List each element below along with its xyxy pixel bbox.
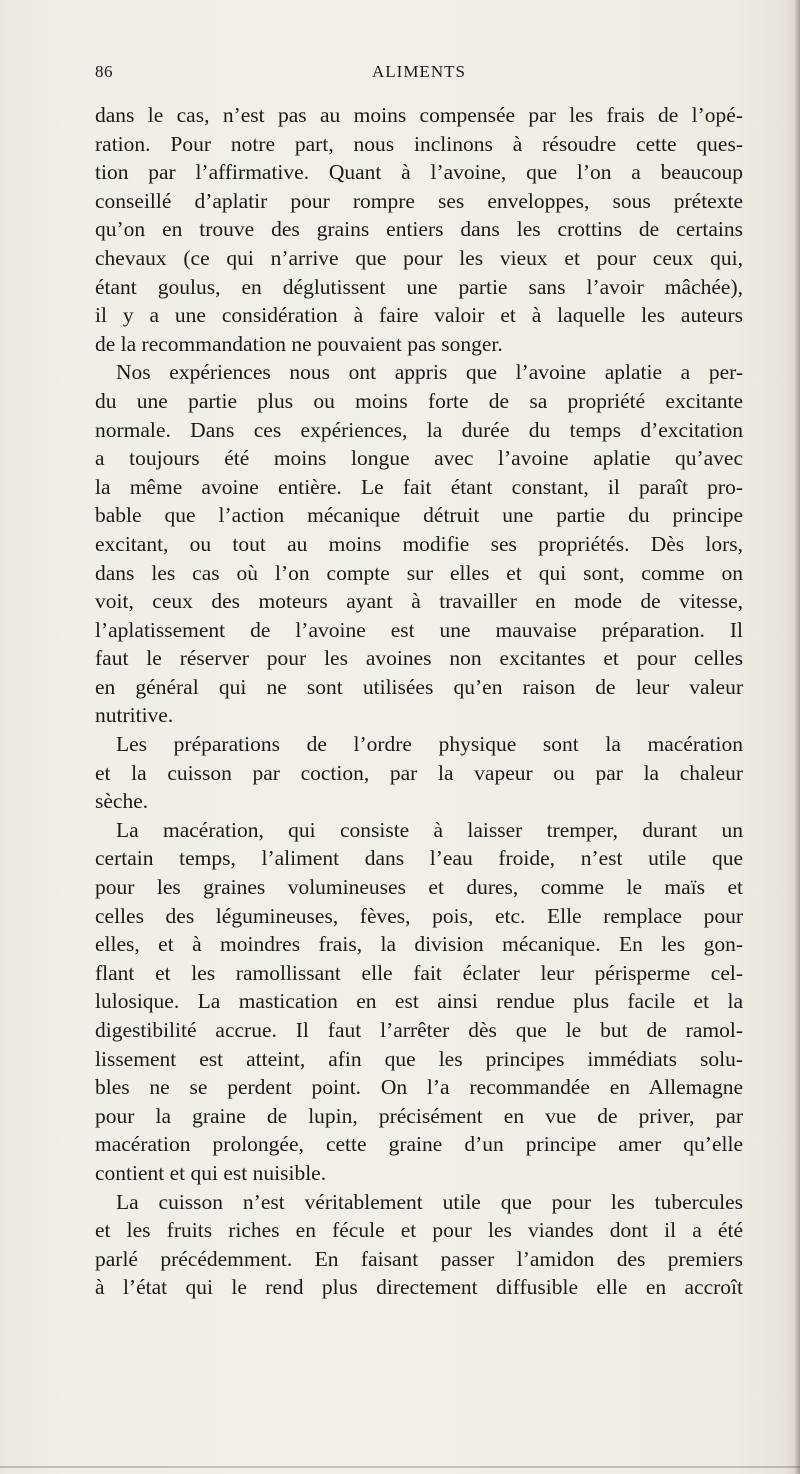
text-line: de la recommandation ne pouvaient pas songer. [95, 331, 503, 356]
text-line: conseillé d’aplatir pour rompre ses enveloppes, sous prétexte [95, 188, 743, 213]
text-line: bles ne se perdent point. On l’a recommandée en Allemagne [95, 1075, 743, 1100]
text-line: il y a une considération à faire valoir et à laquelle les auteurs [95, 303, 743, 328]
text-line: pour les graines volumineuses et dures, comme le maïs et [95, 875, 743, 900]
text-line: étant goulus, en déglutissent une partie sans l’avoir mâchée), [95, 274, 743, 299]
text-line: dans le cas, n’est pas au moins compensée par les frais de l’opé- [95, 103, 743, 127]
text-line: et les fruits riches en fécule et pour les viandes dont il a été [95, 1218, 743, 1243]
text-line: macération prolongée, cette graine d’un principe amer qu’elle [95, 1132, 743, 1157]
page-header [95, 62, 743, 92]
text-line: sèche. [95, 789, 149, 814]
text-line: flant et les ramollissant elle fait éclater leur périsperme cel- [95, 960, 743, 985]
page-number: 86 [95, 62, 113, 81]
text-line: excitant, ou tout au moins modifie ses propriétés. Dès lors, [95, 531, 743, 556]
running-title: ALIMENTS [372, 62, 466, 81]
text-line: et la cuisson par coction, par la vapeur ou par la chaleur [95, 760, 743, 785]
text-line: faut le réserver pour les avoines non excitantes et pour celles [95, 646, 743, 671]
text-line: La macération, qui consiste à laisser tremper, durant un [116, 817, 743, 842]
page-edge-shadow [786, 0, 800, 1474]
text-line: elles, et à moindres frais, la division mécanique. En les gon- [95, 932, 743, 957]
text-line: contient et qui est nuisible. [95, 1160, 327, 1185]
text-line: normale. Dans ces expériences, la durée du temps d’excitation [95, 417, 743, 442]
page-bottom-edge [0, 1466, 800, 1468]
text-line: pour la graine de lupin, précisément en vue de priver, par [95, 1103, 743, 1128]
text-line: la même avoine entière. Le fait étant constant, il paraît pro- [95, 474, 743, 499]
text-line: chevaux (ce qui n’arrive que pour les vieux et pour ceux qui, [95, 245, 743, 270]
text-line: La cuisson n’est véritablement utile que pour les tubercules [116, 1189, 743, 1214]
text-line: l’aplatissement de l’avoine est une mauvaise préparation. Il [95, 617, 743, 642]
text-line: celles des légumineuses, fèves, pois, etc. Elle remplace pour [95, 903, 743, 928]
text-line: à l’état qui le rend plus directement diffusible elle en accroît [95, 1275, 743, 1300]
text-line: qu’on en trouve des grains entiers dans les crottins de certains [95, 217, 743, 242]
text-line: digestibilité accrue. Il faut l’arrêter dès que le but de ramol- [95, 1018, 743, 1042]
text-line: lulosique. La mastication en est ainsi rendue plus facile et la [95, 989, 743, 1014]
body-text [95, 101, 743, 1302]
text-line: en général qui ne sont utilisées qu’en raison de leur valeur [95, 674, 743, 699]
text-line: lissement est atteint, afin que les principes immédiats solu- [95, 1046, 743, 1071]
text-line: a toujours été moins longue avec l’avoine aplatie qu’avec [95, 446, 743, 471]
text-line: Les préparations de l’ordre physique sont la macération [116, 732, 743, 757]
text-line: du une partie plus ou moins forte de sa propriété excitante [95, 388, 743, 413]
text-line: parlé précédemment. En faisant passer l’amidon des premiers [95, 1246, 743, 1271]
text-line: bable que l’action mécanique détruit une partie du principe [95, 503, 743, 528]
text-line: tion par l’affirmative. Quant à l’avoine, que l’on a beaucoup [95, 160, 743, 185]
text-line: Nos expériences nous ont appris que l’avoine aplatie a per- [116, 360, 743, 385]
text-line: certain temps, l’aliment dans l’eau froide, n’est utile que [95, 846, 743, 871]
text-line: ration. Pour notre part, nous inclinons à résoudre cette ques- [95, 131, 743, 156]
text-line: dans les cas où l’on compte sur elles et qui sont, comme on [95, 560, 743, 585]
text-line: nutritive. [95, 703, 174, 728]
text-line: voit, ceux des moteurs ayant à travailler en mode de vitesse, [95, 589, 743, 614]
